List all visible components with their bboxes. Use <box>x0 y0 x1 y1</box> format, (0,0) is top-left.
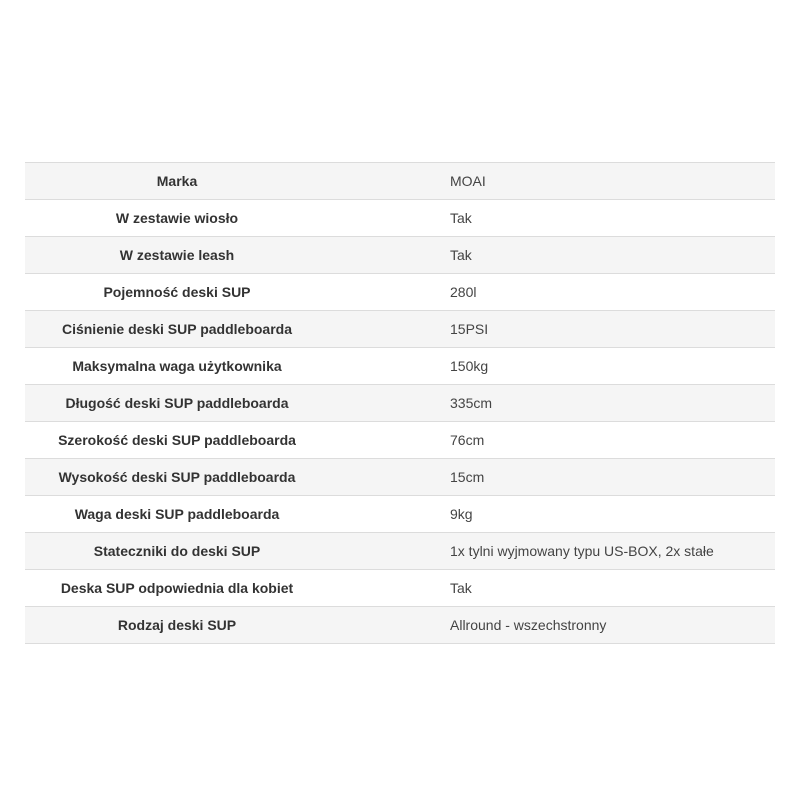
spec-label: W zestawie wiosło <box>115 210 239 226</box>
spec-row-leash-included <box>25 237 775 274</box>
spec-label: Marka <box>156 173 198 189</box>
spec-value: 76cm <box>450 432 485 448</box>
spec-value: Tak <box>450 580 472 596</box>
spec-value: MOAI <box>450 173 486 189</box>
spec-row-thickness <box>25 459 775 496</box>
spec-value: 15PSI <box>450 321 489 337</box>
spec-label: Wysokość deski SUP paddleboarda <box>58 469 296 485</box>
spec-value: 9kg <box>450 506 473 522</box>
spec-value: Allround - wszechstronny <box>450 617 607 633</box>
spec-label: Maksymalna waga użytkownika <box>72 358 282 374</box>
spec-row-width <box>25 422 775 459</box>
spec-row-fins <box>25 533 775 570</box>
spec-value: 150kg <box>450 358 489 374</box>
spec-label: Szerokość deski SUP paddleboarda <box>58 432 296 448</box>
spec-value: 1x tylni wyjmowany typu US-BOX, 2x stałe <box>450 543 714 559</box>
spec-row-board-type <box>25 607 775 644</box>
spec-label: Deska SUP odpowiednia dla kobiet <box>60 580 294 596</box>
spec-row-volume <box>25 274 775 311</box>
spec-label: Waga deski SUP paddleboarda <box>74 506 280 522</box>
spec-value: 15cm <box>450 469 485 485</box>
spec-table <box>25 162 775 644</box>
spec-label: Pojemność deski SUP <box>103 284 251 300</box>
spec-row-max-weight <box>25 348 775 385</box>
spec-row-for-women <box>25 570 775 607</box>
spec-label: Stateczniki do deski SUP <box>93 543 261 559</box>
spec-label: W zestawie leash <box>119 247 235 263</box>
spec-value: 335cm <box>450 395 493 411</box>
spec-label: Ciśnienie deski SUP paddleboarda <box>61 321 293 337</box>
spec-row-board-weight <box>25 496 775 533</box>
spec-value: 280l <box>450 284 477 300</box>
spec-row-pressure <box>25 311 775 348</box>
spec-row-length <box>25 385 775 422</box>
spec-label: Rodzaj deski SUP <box>117 617 237 633</box>
spec-label: Długość deski SUP paddleboarda <box>65 395 289 411</box>
spec-row-brand <box>25 163 775 200</box>
spec-value: Tak <box>450 247 472 263</box>
spec-row-paddle-included <box>25 200 775 237</box>
spec-value: Tak <box>450 210 472 226</box>
